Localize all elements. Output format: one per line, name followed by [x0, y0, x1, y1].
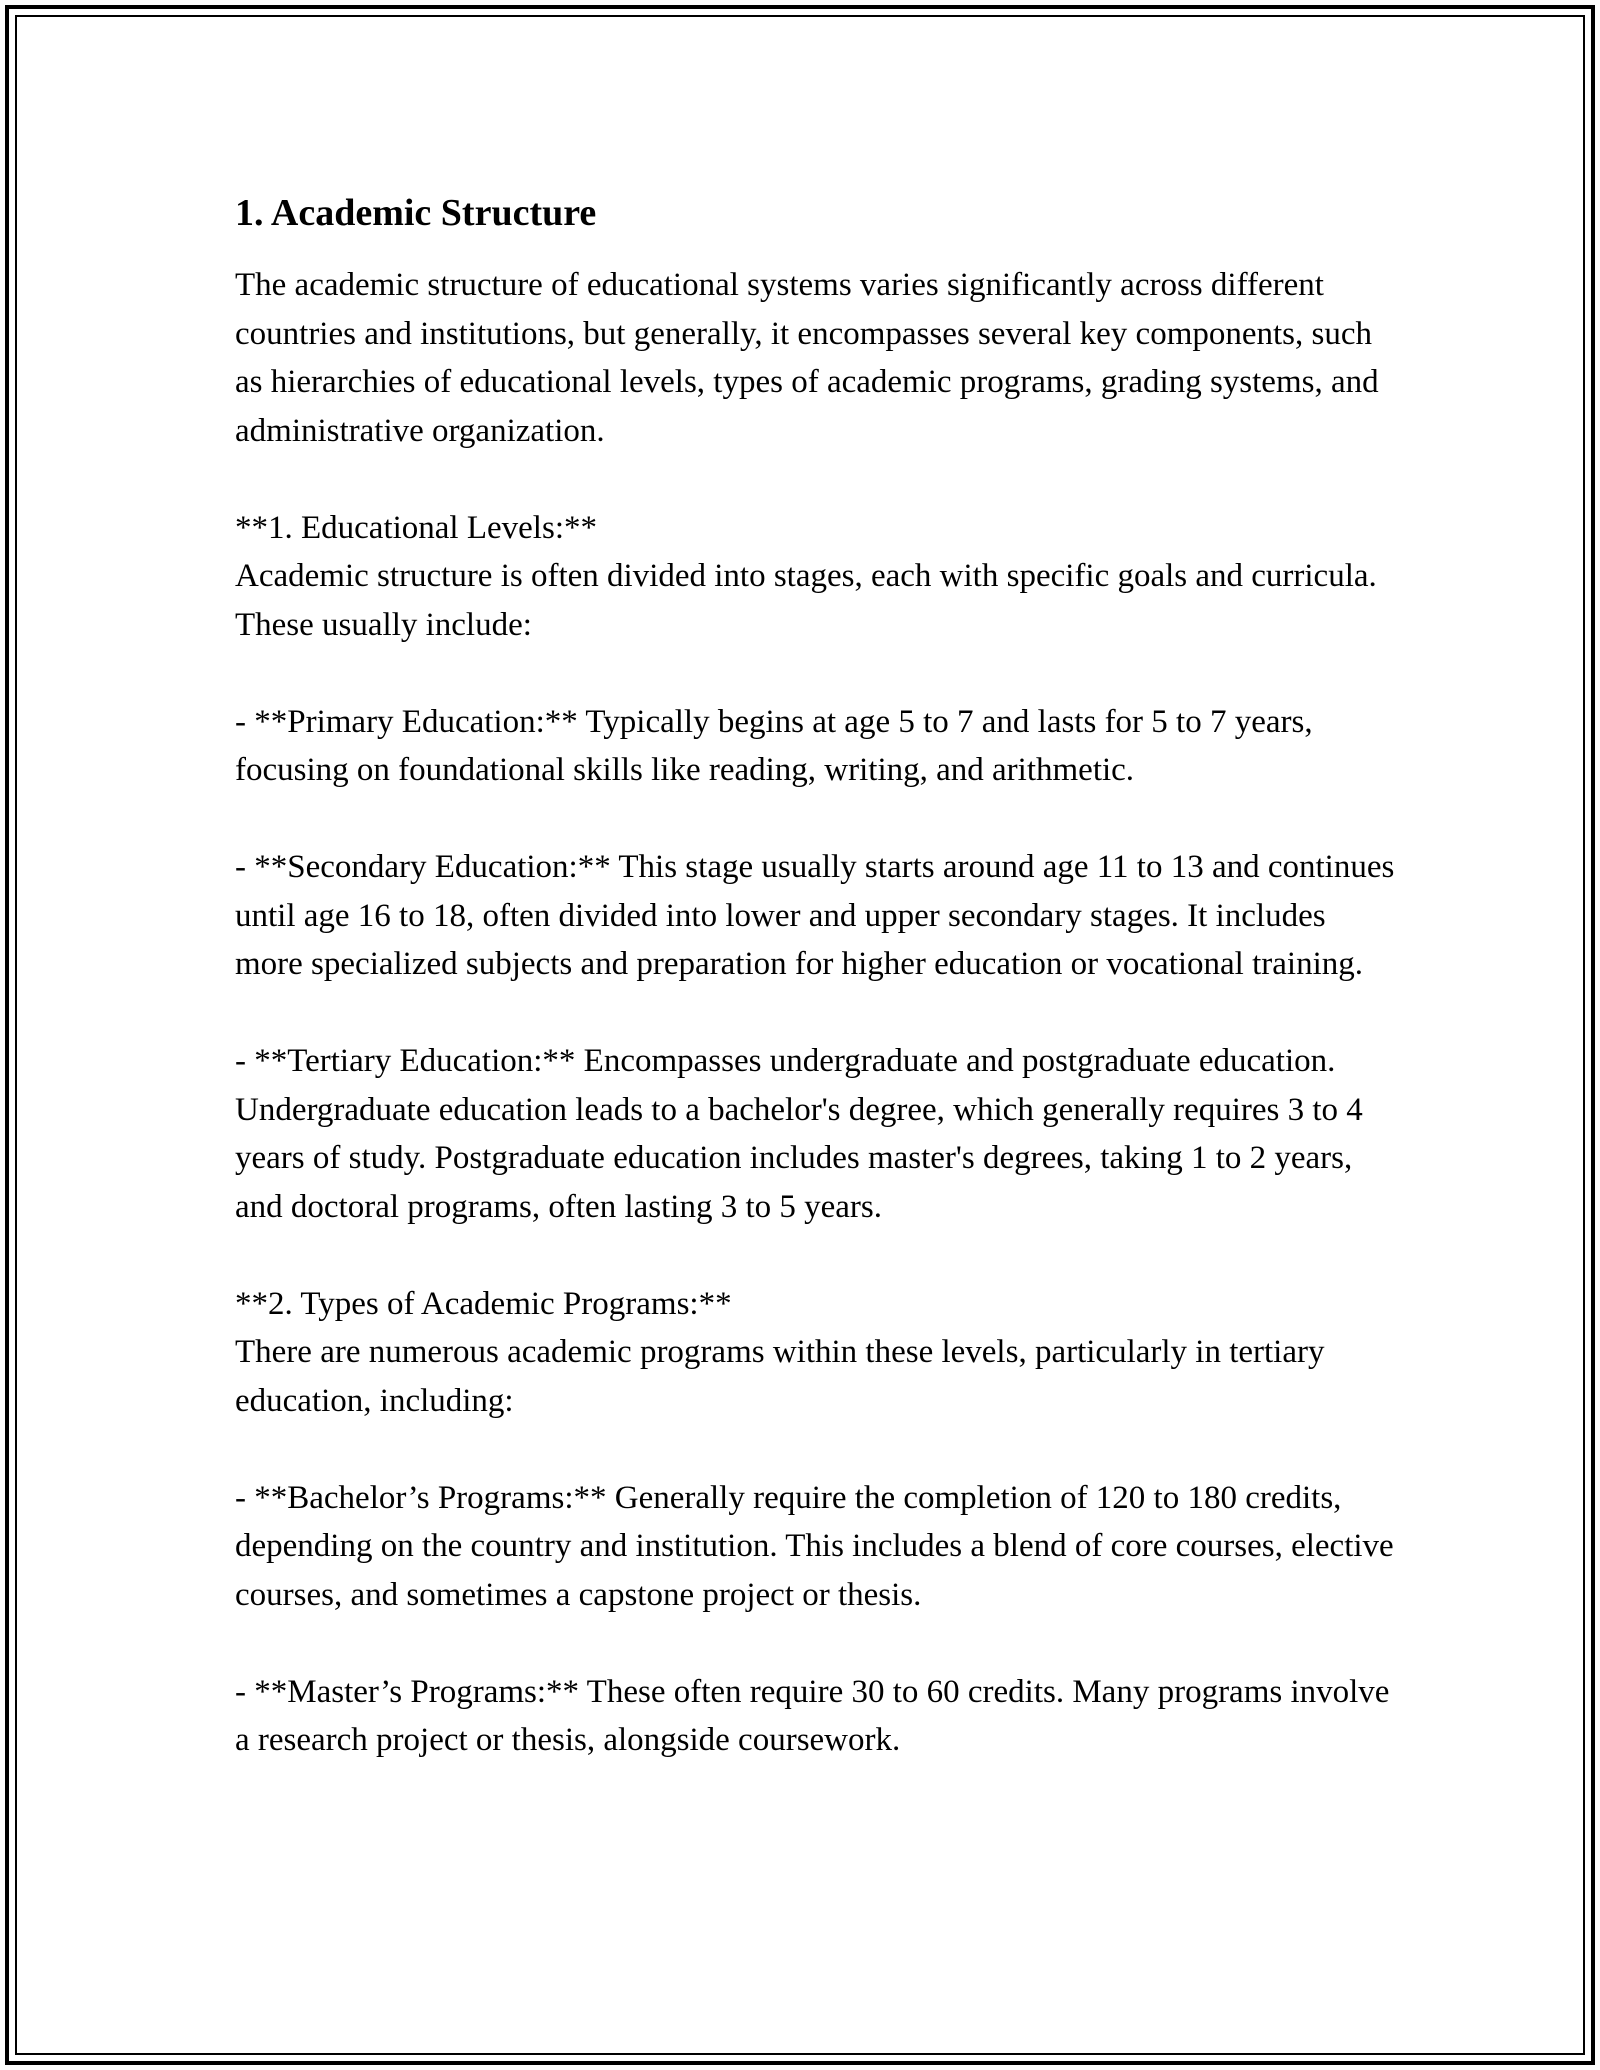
section-heading-educational-levels: **1. Educational Levels:** — [235, 509, 597, 546]
list-item-primary-education: - **Primary Education:** Typically begins at age 5 to 7 and lasts for 5 to 7 years, focusing on foundational skills like reading, writing, and arithmetic. — [235, 703, 1313, 788]
paragraph-spacer — [235, 455, 1395, 504]
paragraph-spacer — [235, 649, 1395, 698]
list-item-bachelors-programs: - **Bachelor’s Programs:** Generally require the completion of 120 to 180 credits, depending on the country and institution. This includes a blend of core courses, elective courses, and sometimes a capstone project or thesis. — [235, 1479, 1394, 1613]
section-heading-academic-programs: **2. Types of Academic Programs:** — [235, 1285, 732, 1322]
document-body — [235, 185, 1395, 1765]
paragraph-spacer — [235, 1425, 1395, 1474]
paragraph-spacer — [235, 1619, 1395, 1668]
paragraph-spacer — [235, 989, 1395, 1038]
list-item-tertiary-education: - **Tertiary Education:** Encompasses undergraduate and postgraduate education. Undergraduate education leads to a bachelor's degree, which generally requires 3 to 4 years of study. Postgraduate education includes master's degrees, taking 1 to 2 years, and doctoral programs, often lasting 3 to 5 years. — [235, 1043, 1363, 1225]
list-item-masters-programs: - **Master’s Programs:** These often require 30 to 60 credits. Many programs involve a research project or thesis, alongside coursework. — [235, 1673, 1390, 1758]
paragraph-spacer — [235, 1231, 1395, 1280]
intro-paragraph: The academic structure of educational systems varies significantly across different countries and institutions, but generally, it encompasses several key components, such as hierarchies of educational levels, types of academic programs, grading systems, and administrative organization. — [235, 267, 1379, 449]
list-item-secondary-education: - **Secondary Education:** This stage usually starts around age 11 to 13 and continues until age 16 to 18, often divided into lower and upper secondary stages. It includes more specialized subjects and preparation for higher education or vocational training. — [235, 849, 1395, 982]
section-lead-educational-levels: Academic structure is often divided into stages, each with specific goals and curricula. These usually include: — [235, 558, 1377, 643]
document-heading: 1. Academic Structure — [235, 192, 597, 234]
paragraph-spacer — [235, 795, 1395, 844]
section-lead-academic-programs: There are numerous academic programs within these levels, particularly in tertiary education, including: — [235, 1334, 1325, 1419]
